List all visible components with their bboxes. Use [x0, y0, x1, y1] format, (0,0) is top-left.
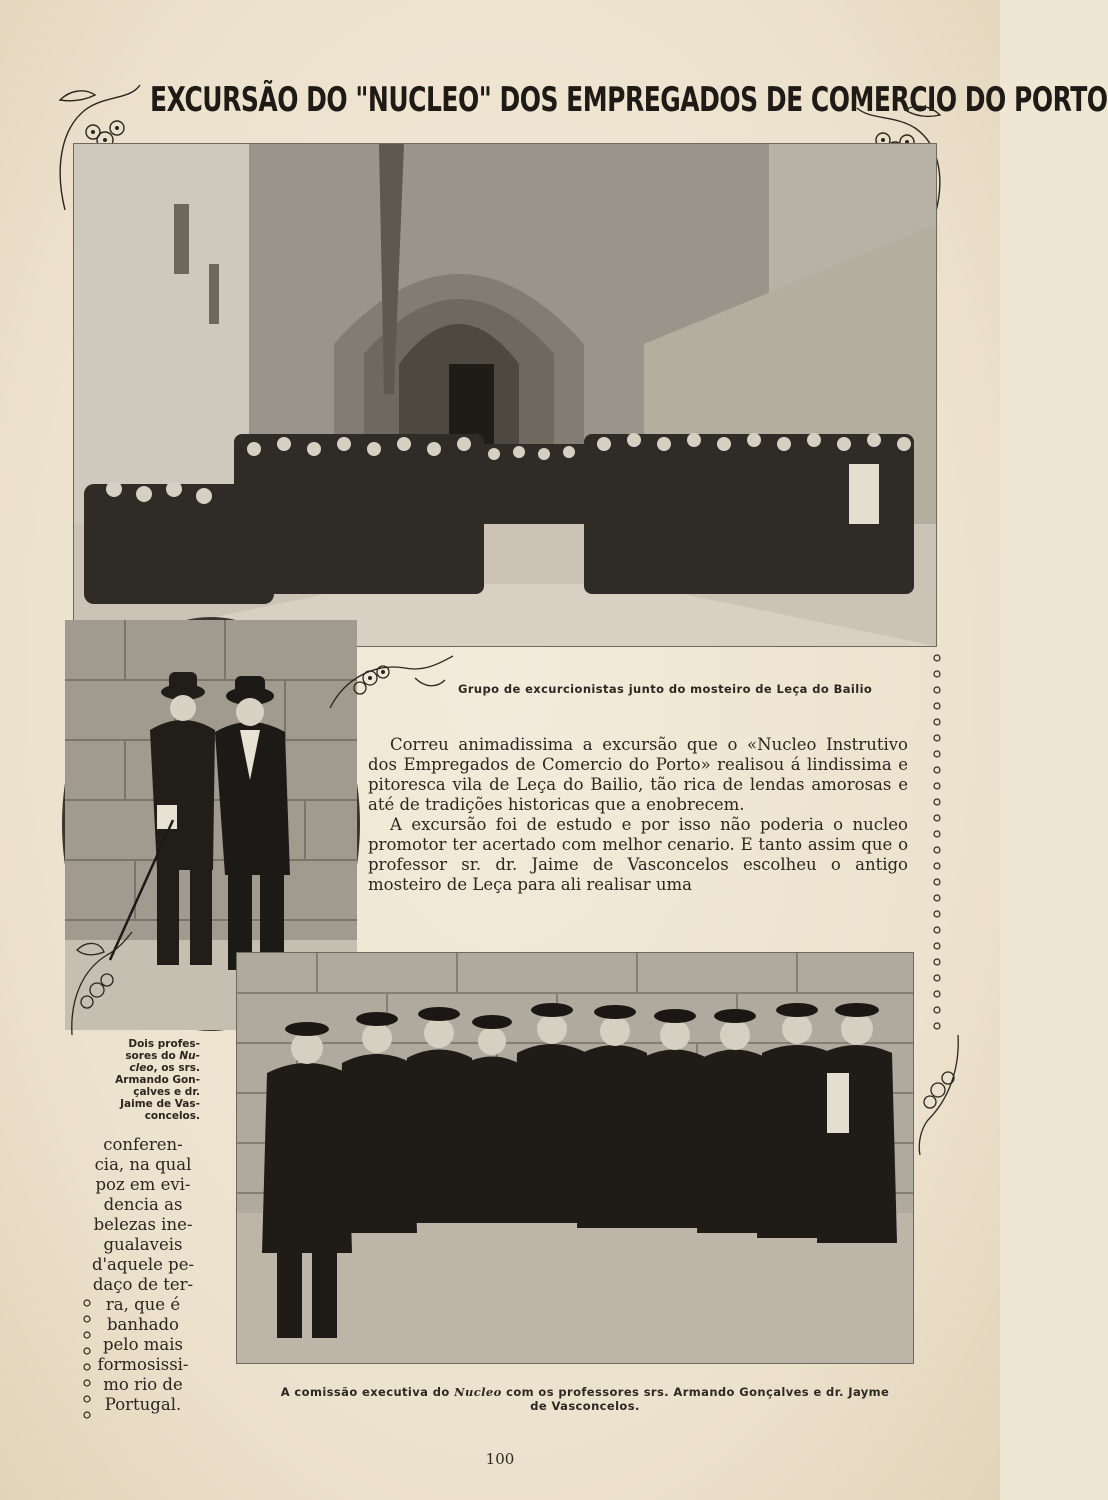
caption-emphasis: cleo — [129, 1062, 154, 1074]
caption-line: concelos. — [144, 1110, 200, 1122]
beaded-border-right — [930, 650, 944, 1050]
caption-monastery-group: Grupo de excurcionistas junto do mosteiro de Leça do Bailio — [458, 682, 873, 696]
continuation-line: d'aquele pe- — [91, 1255, 195, 1274]
continuation-line: belezas ine- — [93, 1215, 193, 1234]
caption-line — [245, 1385, 925, 1399]
continuation-line: cia, na qual — [94, 1155, 192, 1174]
continuation-line: conferen- — [103, 1135, 183, 1154]
caption-line: Armando Gon- — [115, 1074, 200, 1086]
caption-two-professors — [82, 1038, 200, 1122]
caption-line — [82, 1062, 200, 1074]
caption-emphasis: Nu- — [179, 1050, 200, 1062]
continuation-line: poz em evi- — [95, 1175, 191, 1194]
caption-line: de Vasconcelos. — [530, 1399, 640, 1413]
continuation-line: gualaveis — [103, 1235, 183, 1254]
caption-line — [82, 1050, 200, 1062]
caption-executive-committee — [245, 1385, 925, 1413]
floral-ornament-mid — [325, 648, 460, 718]
caption-line: çalves e dr. — [133, 1086, 200, 1098]
caption-text: A comissão executiva do — [280, 1385, 455, 1399]
caption-text: com os professores srs. Armando Gonçalves e dr. Jayme — [501, 1385, 890, 1399]
continuation-line: mo rio de — [103, 1375, 183, 1394]
page-title: EXCURSÃO DO "NUCLEO" DOS EMPREGADOS DE COMERCIO DO PORTO — [150, 80, 1108, 120]
page-number: 100 — [485, 1450, 515, 1468]
caption-emphasis: Nucleo — [454, 1385, 502, 1399]
continuation-line: Portugal. — [104, 1395, 182, 1414]
article-paragraph-1: Correu animadissima a excursão que o «Nucleo Instrutivo dos Empregados de Comercio do Porto» realisou á lindissima e pitoresca vila de Leça do Bailio, tão rica de lendas amorosas e até de tradições historicas que a enobrecem. — [368, 735, 908, 814]
continuation-line: banhado — [107, 1315, 179, 1334]
caption-line: Jaime de Vas- — [120, 1098, 200, 1110]
caption-text: sores do — [125, 1050, 180, 1062]
caption-text: , os srs. — [153, 1062, 200, 1074]
continuation-line: ra, que é — [105, 1295, 181, 1314]
article-continuation — [88, 1135, 198, 1415]
continuation-line: daço de ter- — [92, 1275, 194, 1294]
article-body — [368, 735, 908, 895]
continuation-line: dencia as — [103, 1195, 183, 1214]
continuation-line: formosissi- — [97, 1355, 189, 1374]
continuation-line: pelo mais — [102, 1335, 183, 1354]
caption-line: Dois profes- — [128, 1038, 200, 1050]
photo-monastery-group — [73, 143, 937, 647]
floral-ornament-left — [62, 930, 137, 1040]
article-paragraph-2: A excursão foi de estudo e por isso não poderia o nucleo promotor ter acertado com melhor cenario. E tanto assim que o professor sr. dr. Jaime de Vasconcelos escolheu o antigo mosteiro de Leça para ali realisar uma — [368, 815, 908, 894]
photo-executive-committee — [236, 952, 914, 1364]
